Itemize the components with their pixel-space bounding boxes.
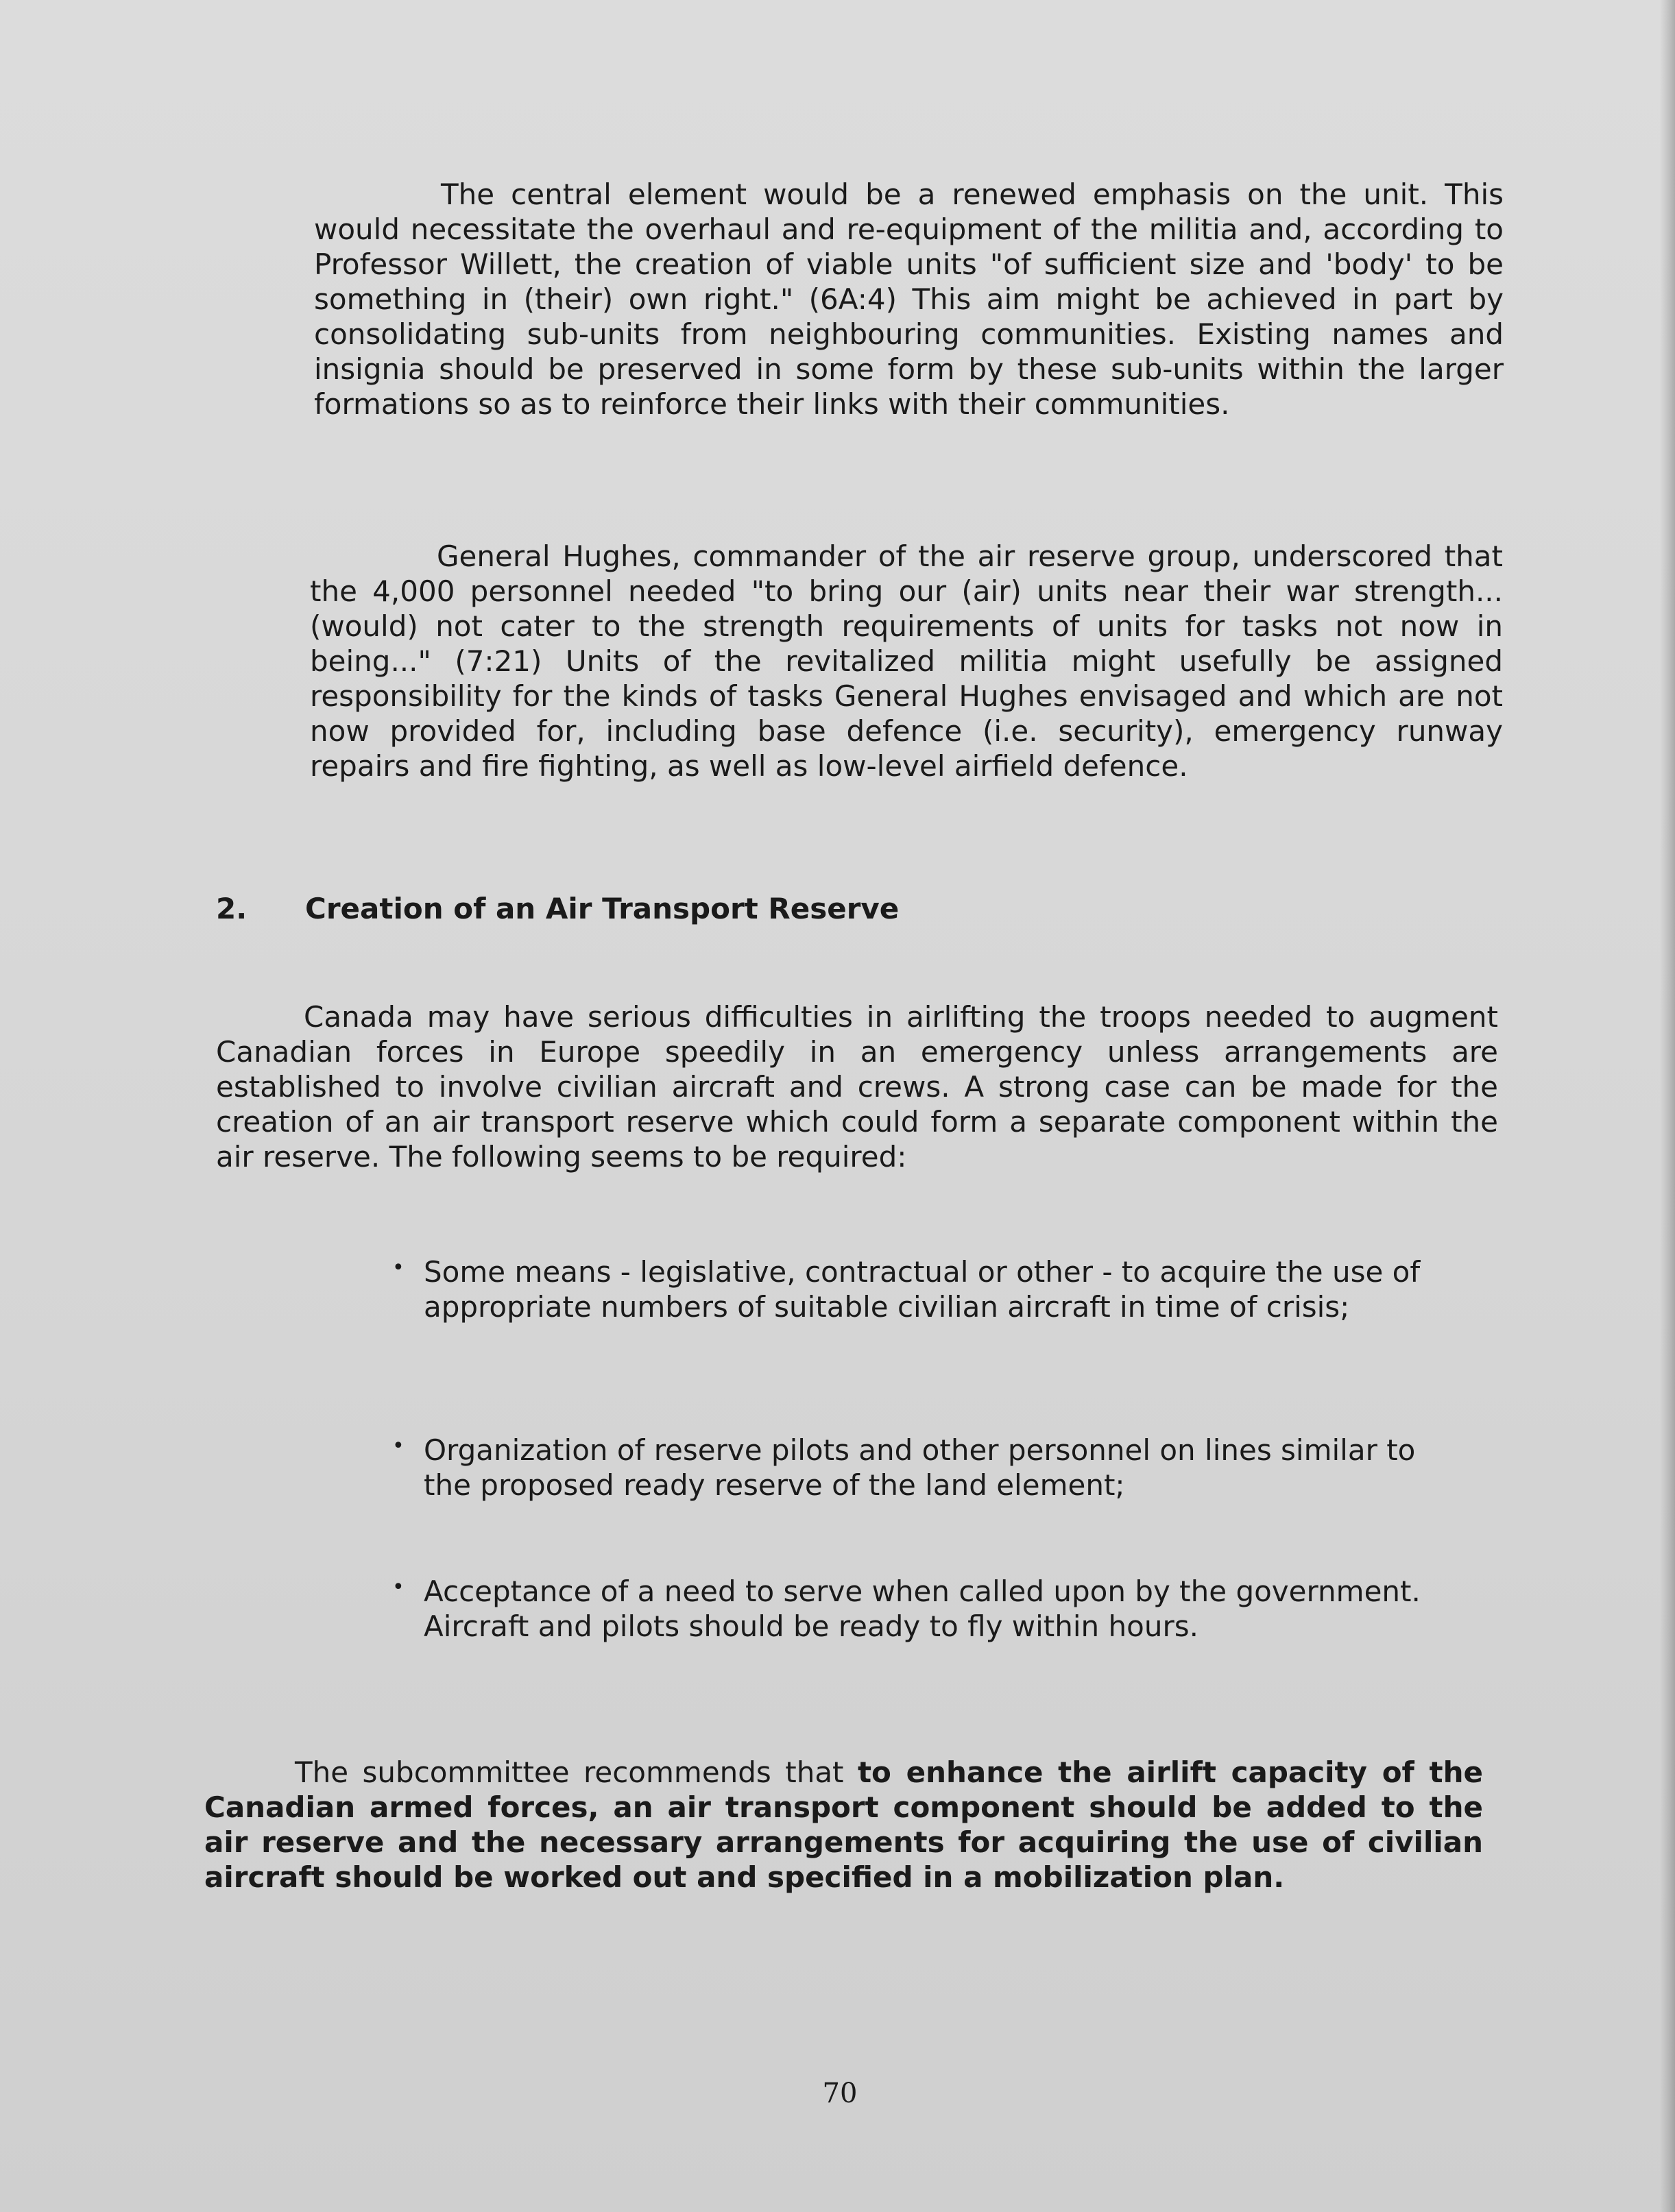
recommendation-text: to enhance the airlift capacity of the Canadian armed forces, an air transport component should be added to the air reserve and the necessary arrangements for acquiring the use of civilian aircraft should be worked out and specified in a mobilization plan. [204,1755,1483,1894]
bullet-icon: • [392,1575,405,1599]
list-item [384,1433,1425,1503]
recommendation-lead: The subcommittee recommends that [295,1755,858,1789]
section-title: Creation of an Air Transport Reserve [305,892,900,925]
list-item-text: Some means - legislative, contractual or other - to acquire the use of appropriate numbers of suitable civilian aircraft in time of crisis; [424,1255,1421,1324]
paragraph-general-hughes: General Hughes, commander of the air reserve group, underscored that the 4,000 personnel needed "to bring our (air) units near their war strength...(would) not cater to the strength requirements of units for tasks not now in being..." (7:21) Units of the revitalized militia might usefully be assigned responsibility for the kinds of tasks General Hughes envisaged and which are not now provided for, including base defence (i.e. security), emergency runway repairs and fire fighting, as well as low-level airfield defence. [310,539,1503,783]
list-item-text: Acceptance of a need to serve when called upon by the government. Aircraft and pilots should be ready to fly within hours. [424,1575,1421,1643]
page-edge-shadow [1660,0,1675,2212]
section-heading [216,891,1313,926]
paragraph-unit-emphasis: The central element would be a renewed emphasis on the unit. This would necessitate the overhaul and re-equipment of the militia and, according to Professor Willett, the creation of viable units "of sufficient size and 'body' to be something in (their) own right." (6A:4) This aim might be achieved in part by consolidating sub-units from neighbouring communities. Existing names and insignia should be preserved in some form by these sub-units within the larger formations so as to reinforce their links with their communities. [314,178,1504,421]
section-number: 2. [216,892,248,925]
paragraph-air-transport-intro: Canada may have serious difficulties in airlifting the troops needed to augment Canadian forces in Europe speedily in an emergency unless arrangements are established to involve civilian aircraft and crews. A strong case can be made for the creation of an air transport reserve which could form a separate component within the air reserve. The following seems to be required: [216,1000,1498,1174]
bullet-icon: • [392,1434,405,1458]
bullet-icon: • [392,1256,405,1280]
page-number: 70 [822,2078,858,2109]
paragraph-recommendation [204,1755,1483,1895]
list-item [384,1574,1425,1644]
list-item-text: Organization of reserve pilots and other personnel on lines similar to the proposed ready reserve of the land element; [424,1433,1416,1502]
list-item [384,1254,1425,1324]
